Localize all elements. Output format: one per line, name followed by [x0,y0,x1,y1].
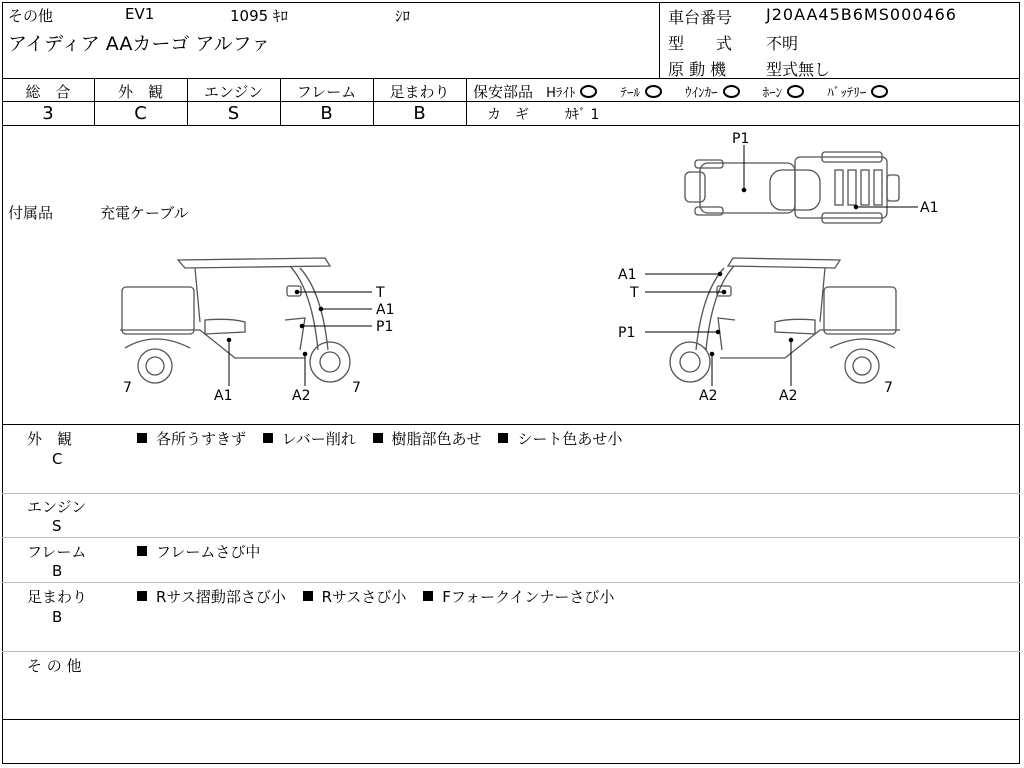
color: ｼﾛ [395,7,411,25]
label-a2-left-2: A2 [292,388,311,404]
type-value: 不明 [766,34,799,53]
grade-header-exterior: 外 観 [117,83,163,101]
note-item: フレームさび中 [137,543,260,561]
label-p1-top: P1 [732,131,750,147]
label-7-left-front: 7 [352,380,361,396]
note-item: Rサス摺動部さび小 [137,588,286,606]
grade-engine: S [227,103,240,124]
type-label: 型 式 [668,34,733,53]
accessories-label: 付属品 [8,204,54,222]
engine-label: 原 動 機 [668,60,727,79]
label-7-left-rear: 7 [123,380,132,396]
mileage: 1095 ｷﾛ [230,7,288,25]
note-label-frame: フレーム [27,543,87,561]
grade-header-frame: フレーム [296,83,357,101]
grade-frame: B [320,103,333,124]
note-items-suspension [137,586,626,607]
note-label-exterior: 外 観 [27,430,73,448]
safety-label: 保安部品 [473,83,534,101]
note-item: 各所うすきず [137,430,246,448]
winker-label: ｳｲﾝｶｰ [685,86,718,101]
note-item: レバー削れ [263,430,356,448]
grade-exterior: C [134,103,147,124]
note-item: Rサスさび小 [303,588,407,606]
label-a1-left: A1 [376,302,395,318]
grade-suspension: B [413,103,426,124]
rule [2,719,1020,720]
horn-label: ﾎｰﾝ [762,86,783,101]
bullet-square-icon [137,591,147,601]
label-t-left: T [376,285,385,301]
top-view-vehicle [685,152,899,223]
model-code: EV1 [125,5,155,23]
note-item: 樹脂部色あせ [373,430,482,448]
note-item: Fフォークインナーさび小 [423,588,614,606]
note-grade-suspension: B [52,608,63,626]
label-t-right: T [630,285,639,301]
bullet-square-icon [137,546,147,556]
rule [2,651,1020,652]
note-item: シート色あせ小 [498,430,622,448]
bullet-square-icon [263,433,273,443]
frame-no: J20AA45B6MS000466 [766,5,957,24]
category: その他 [8,7,54,25]
grade-header-suspension: 足まわり [389,83,450,101]
label-7-right: 7 [884,380,893,396]
note-label-other: そ の 他 [27,657,82,675]
engine-value: 型式無し [766,60,831,79]
rule [2,582,1020,583]
label-a1-right: A1 [618,267,637,283]
label-p1-left: P1 [376,319,394,335]
note-grade-exterior: C [52,450,63,468]
key-label: カ ギ [487,107,529,123]
right-side-vehicle [670,258,900,383]
rule [2,537,1020,538]
bullet-square-icon [373,433,383,443]
left-side-vehicle [120,258,350,383]
tail-label: ﾃｰﾙ [620,86,640,101]
note-grade-frame: B [52,562,63,580]
grade-header-engine: エンジン [203,83,264,101]
bullet-square-icon [303,591,313,601]
bullet-square-icon [498,433,508,443]
label-a2-right-1: A2 [699,388,718,404]
bullet-square-icon [137,433,147,443]
grade-header-overall: 総 合 [25,83,71,101]
frame-no-label: 車台番号 [668,8,733,27]
vehicle-name: アイディア AAカーゴ アルファ [8,33,271,55]
note-items-frame [137,541,272,562]
accessories-value: 充電ケーブル [100,204,189,222]
rule [2,493,1020,494]
label-a1-top: A1 [920,200,939,216]
key-value: ｶｷﾞ 1 [565,107,600,123]
bullet-square-icon [423,591,433,601]
note-label-engine: エンジン [27,498,87,516]
label-a2-left-1: A1 [214,388,233,404]
label-p1-right: P1 [618,325,636,341]
grade-overall: 3 [42,103,54,124]
note-label-suspension: 足まわり [27,588,88,606]
rule [2,424,1020,425]
note-grade-engine: S [52,517,62,535]
headlight-label: Hﾗｲﾄ [546,86,576,101]
label-a2-right-2: A2 [779,388,798,404]
battery-label: ﾊﾞｯﾃﾘｰ [827,86,867,101]
note-items-exterior [137,428,634,449]
